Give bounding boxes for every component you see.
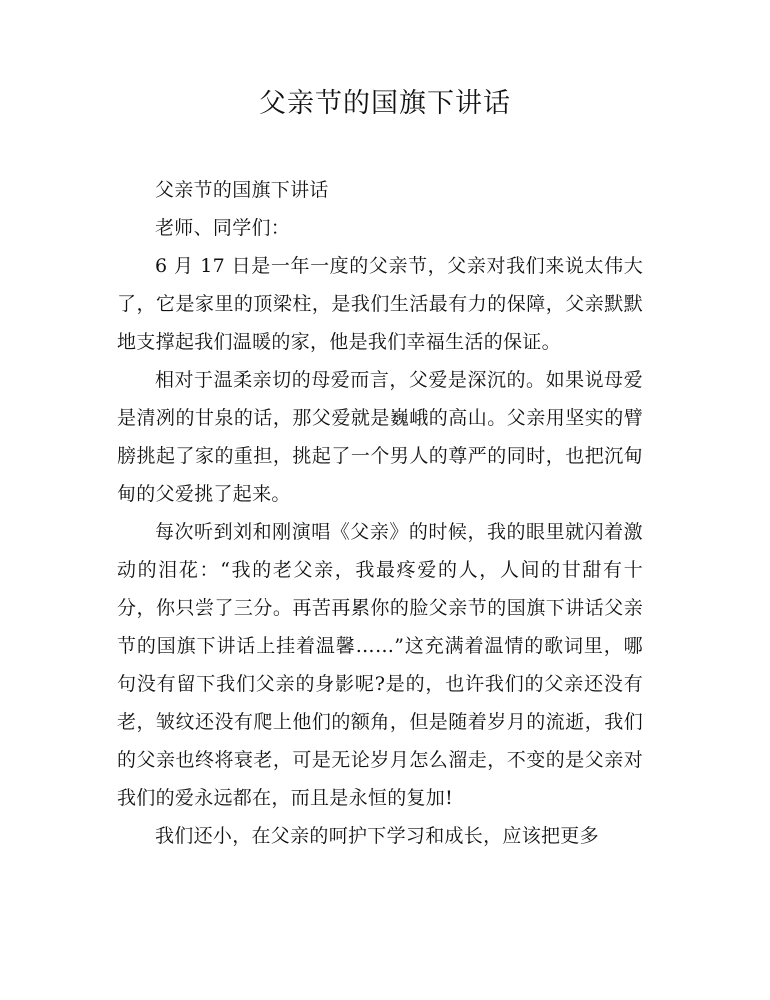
document-title: 父亲节的国旗下讲话 xyxy=(259,88,511,119)
paragraph-subtitle: 父亲节的国旗下讲话 xyxy=(155,179,329,201)
paragraph-3: 每次听到刘和刚演唱《父亲》的时候，我的眼里就闪着激动的泪花：“我的老父亲，我最疼爱的人，人间的甘甜有十分，你只尝了三分。再苦再累你的脸父亲节的国旗下讲话父亲节的国旗下讲话上挂着温馨……”这充满着温情的歌词里，哪句没有留下我们父亲的身影呢?是的，也许我们的父亲还没有老，皱纹还没有爬上他们的额角，但是随着岁月的流逝，我们的父亲也终将衰老，可是无论岁月怎么溜走，不变的是父亲对我们的爱永远都在，而且是永恒的复加! xyxy=(117,521,643,809)
document-body xyxy=(117,171,643,855)
paragraph-4: 我们还小，在父亲的呵护下学习和成长，应该把更多 xyxy=(155,825,599,847)
paragraph-salutation: 老师、同学们： xyxy=(155,217,291,239)
paragraph-1: 6 月 17 日是一年一度的父亲节，父亲对我们来说太伟大了，它是家里的顶梁柱，是我们生活最有力的保障，父亲默默地支撑起我们温暖的家，他是我们幸福生活的保证。 xyxy=(117,255,643,353)
paragraph-2: 相对于温柔亲切的母爱而言，父爱是深沉的。如果说母爱是清冽的甘泉的话，那父爱就是巍峨的高山。父亲用坚实的臂膀挑起了家的重担，挑起了一个男人的尊严的同时，也把沉甸甸的父爱挑了起来。 xyxy=(117,369,643,505)
